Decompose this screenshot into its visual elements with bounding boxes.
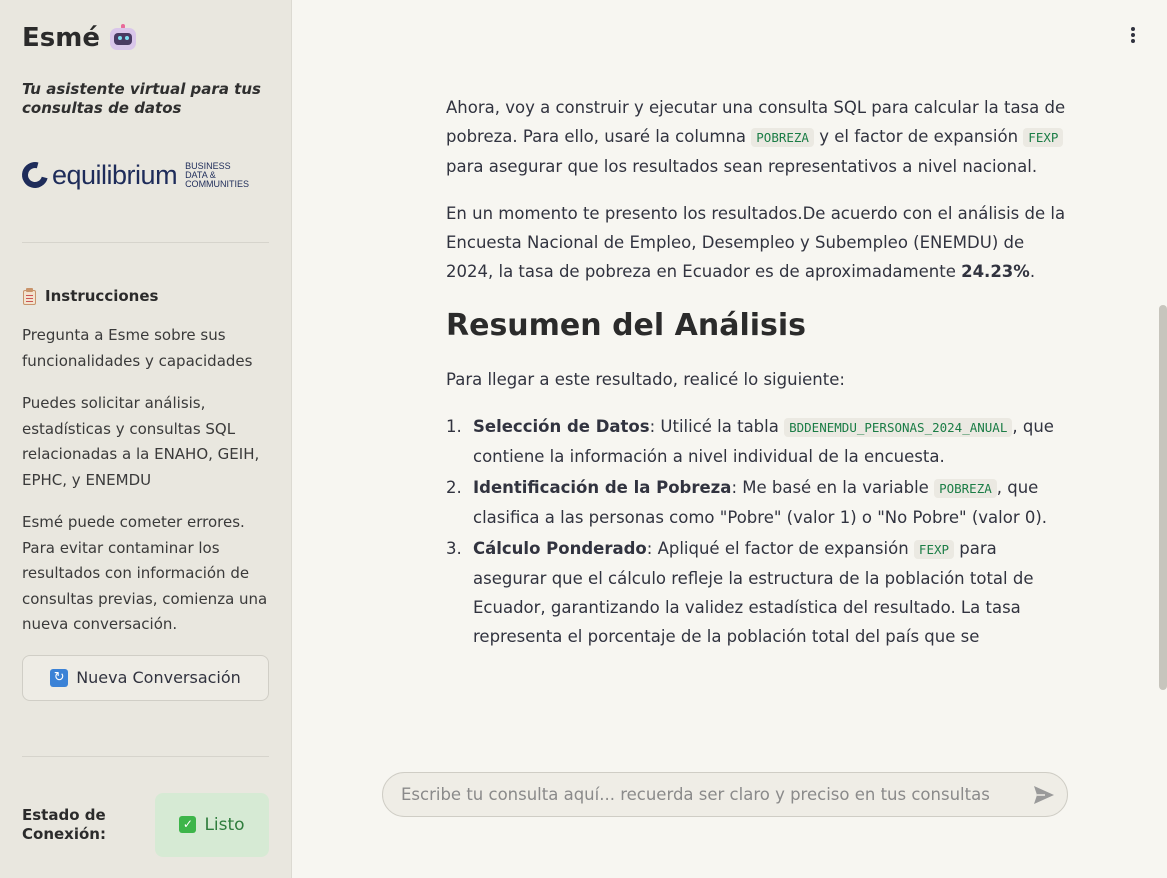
section-heading: Resumen del Análisis [446, 308, 806, 343]
send-icon[interactable] [1033, 785, 1055, 805]
code-table: BDDENEMDU_PERSONAS_2024_ANUAL [784, 418, 1012, 437]
refresh-icon: ↻ [50, 669, 68, 687]
steps-list [446, 412, 1071, 651]
list-item: 1. Selección de Datos: Utilicé la tabla BDDENEMDU_PERSONAS_2024_ANUAL , que contiene la información a nivel individual de la encuesta. [446, 417, 1054, 466]
equilibrium-logo [22, 160, 269, 190]
message-paragraph: Ahora, voy a construir y ejecutar una consulta SQL para calcular la tasa de pobreza. Para ello, usaré la columna POBREZA y el factor de expansión FEXP para asegurar que los resultados sean representativos a nivel nacional. [446, 98, 1066, 176]
instruction-paragraph: Esmé puede cometer errores. Para evitar contaminar los resultados con información de consultas previas, comienza una nueva conversación. [22, 513, 268, 633]
code-fexp: FEXP [914, 540, 954, 559]
list-item: 3. Cálculo Ponderado: Apliqué el factor de expansión FEXP para asegurar que el cálculo refleje la estructura de la población total de Ecuador, garantizando la validez estadística del resultado. La tasa representa el porcentaje de la población total del país que se [446, 539, 1034, 646]
code-pobreza: POBREZA [934, 479, 997, 498]
message-paragraph: Para llegar a este resultado, realicé lo siguiente: [446, 370, 845, 389]
tagline: Tu asistente virtual para tus consultas de datos [22, 80, 261, 117]
logo-subtitle: BUSINESS DATA & COMMUNITIES [185, 160, 250, 189]
more-options-icon[interactable] [1126, 26, 1140, 44]
new-conversation-button[interactable] [22, 655, 269, 701]
clipboard-icon [22, 288, 37, 305]
logo-word: equilibrium [52, 159, 178, 190]
new-conversation-label: Nueva Conversación [76, 668, 241, 687]
sidebar-divider [22, 756, 269, 757]
assistant-message [446, 93, 1071, 651]
sidebar-divider [22, 242, 269, 243]
poverty-rate: 24.23% [961, 262, 1030, 281]
instruction-paragraph: Pregunta a Esme sobre sus funcionalidades y capacidades [22, 326, 253, 370]
code-pobreza: POBREZA [751, 128, 814, 147]
status-label: Estado de Conexión: [22, 805, 106, 843]
logo-mark-icon [22, 162, 48, 188]
check-icon: ✓ [179, 816, 196, 833]
message-paragraph: En un momento te presento los resultados.De acuerdo con el análisis de la Encuesta Nacional de Empleo, Desempleo y Subempleo (ENEMDU) de 2024, la tasa de pobreza en Ecuador es de aproximadamente 24.23%. [446, 204, 1066, 281]
instructions-heading [22, 287, 269, 305]
code-fexp: FEXP [1023, 128, 1063, 147]
status-value: Listo [204, 814, 245, 835]
app-title-text: Esmé [22, 23, 100, 53]
sidebar [0, 0, 292, 878]
connection-status [22, 793, 269, 857]
scrollbar[interactable] [1159, 305, 1167, 690]
app-title [22, 20, 269, 56]
status-badge [155, 793, 269, 857]
robot-icon [108, 24, 138, 52]
chat-input-container [382, 772, 1068, 817]
instruction-paragraph: Puedes solicitar análisis, estadísticas y consultas SQL relacionadas a la ENAHO, GEIH, EPHC, y ENEMDU [22, 394, 260, 489]
instructions-title: Instrucciones [45, 287, 159, 305]
chat-input[interactable] [401, 783, 1021, 817]
list-item: 2. Identificación de la Pobreza: Me basé en la variable POBREZA , que clasifica a las personas como "Pobre" (valor 1) o "No Pobre" (valor 0). [446, 478, 1048, 527]
